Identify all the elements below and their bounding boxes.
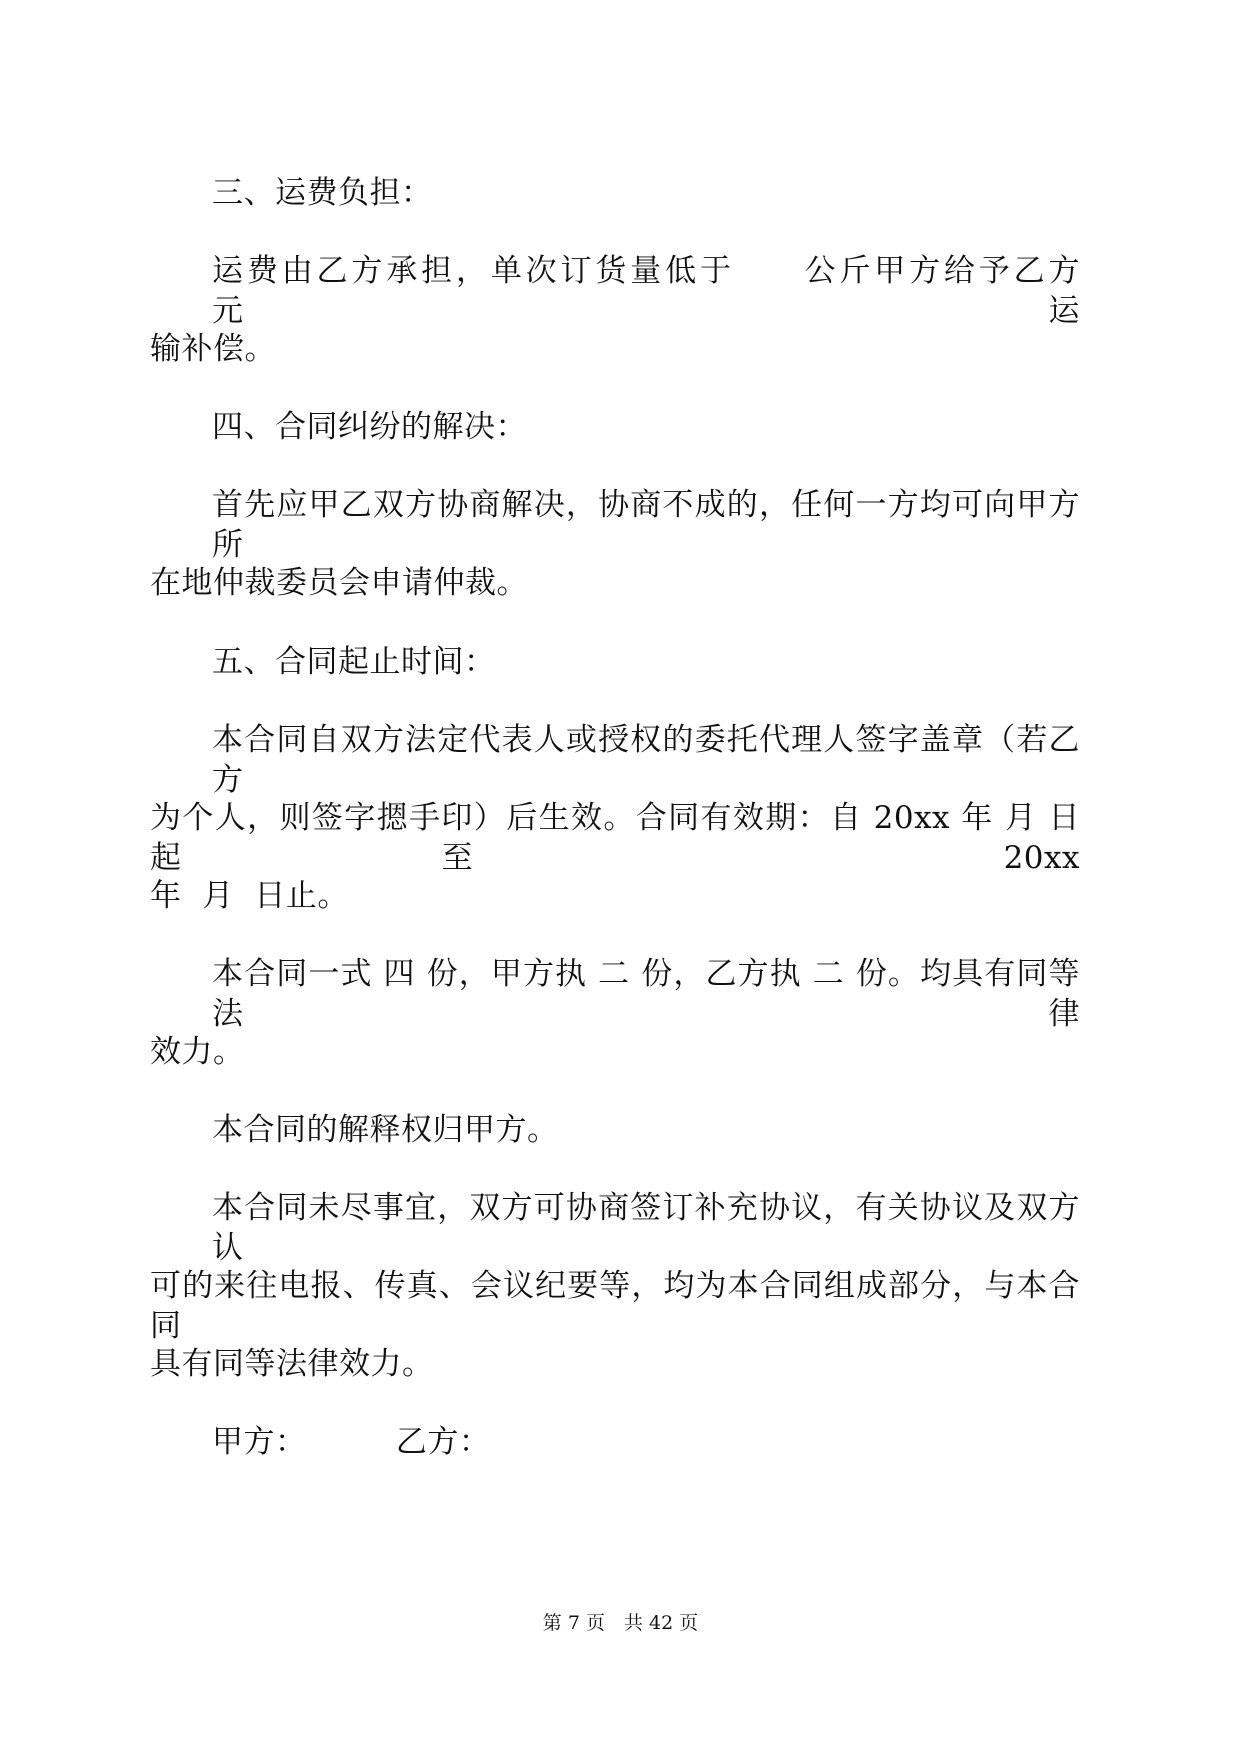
paragraph-line: 本合同未尽事宜，双方可协商签订补充协议，有关协议及双方认 bbox=[212, 1190, 1080, 1266]
paragraph-line: 本合同的解释权归甲方。 bbox=[212, 1112, 559, 1148]
paragraph-line: 为个人，则签字摁手印）后生效。合同有效期：自 20xx 年 月 日起至 20xx bbox=[150, 800, 1080, 876]
paragraph-line: 运费由乙方承担，单次订货量低于 公斤甲方给予乙方 元运 bbox=[212, 253, 1143, 329]
paragraph-line: 效力。 bbox=[150, 1034, 245, 1070]
section-heading-freight: 三、运费负担： bbox=[212, 175, 433, 211]
paragraph-line: 年 月 日止。 bbox=[150, 878, 349, 914]
paragraph-line: 输补偿。 bbox=[150, 331, 276, 367]
paragraph-line: 本合同自双方法定代表人或授权的委托代理人签字盖章（若乙方 bbox=[212, 722, 1080, 798]
paragraph-line: 可的来往电报、传真、会议纪要等，均为本合同组成部分，与本合同 bbox=[150, 1268, 1080, 1344]
section-heading-dispute: 四、合同纠纷的解决： bbox=[212, 409, 527, 445]
paragraph-line: 首先应甲乙双方协商解决，协商不成的，任何一方均可向甲方所 bbox=[212, 487, 1080, 563]
section-heading-term: 五、合同起止时间： bbox=[212, 644, 496, 680]
paragraph-line: 具有同等法律效力。 bbox=[150, 1346, 434, 1382]
page-number: 第 7 页 共 42 页 bbox=[542, 1612, 699, 1634]
paragraph-line: 在地仲裁委员会申请仲裁。 bbox=[150, 565, 528, 601]
signature-line: 甲方： 乙方： bbox=[212, 1424, 491, 1460]
paragraph-line: 本合同一式 四 份，甲方执 二 份，乙方执 二 份。均具有同等法律 bbox=[212, 956, 1080, 1032]
